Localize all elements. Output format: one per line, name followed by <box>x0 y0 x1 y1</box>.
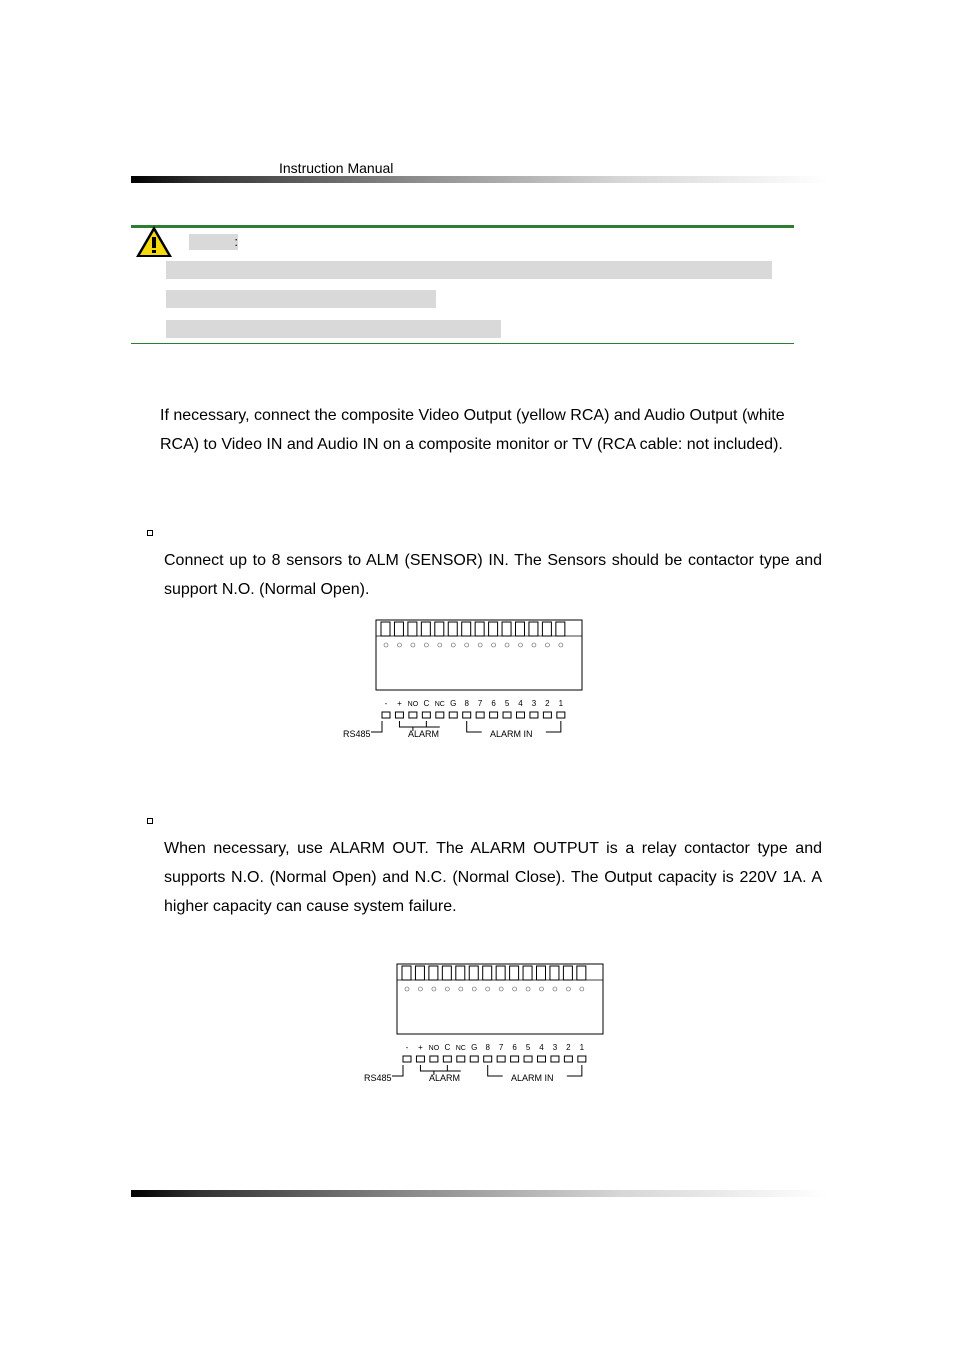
header-divider <box>131 176 828 183</box>
terminal-screw-slot <box>415 966 424 980</box>
pin-pad <box>457 1056 465 1062</box>
pin-pad <box>403 1056 411 1062</box>
terminal-hole <box>545 643 549 647</box>
terminal-screw-slot <box>489 622 498 636</box>
terminal-screw-slot <box>523 966 532 980</box>
terminal-hole <box>540 987 544 991</box>
warning-triangle-icon <box>134 224 174 260</box>
pin-pad <box>470 1056 478 1062</box>
terminal-hole <box>486 987 490 991</box>
alarm-in-label: ALARM IN <box>490 729 533 739</box>
video-audio-paragraph: If necessary, connect the composite Video Output (yellow RCA) and Audio Output (white RCA) to Video IN and Audio IN on a composite monitor or TV (RCA cable: not included). <box>160 407 785 453</box>
pin-label: 2 <box>545 699 550 708</box>
terminal-screw-slot <box>408 622 417 636</box>
terminal-hole <box>513 987 517 991</box>
pin-label: G <box>471 1043 478 1052</box>
bullet-icon <box>147 530 153 536</box>
alarm-label: ALARM <box>408 729 440 739</box>
terminal-screw-slot <box>516 622 525 636</box>
terminal-hole <box>478 643 482 647</box>
pin-label-row <box>406 1043 585 1052</box>
pin-label: C <box>444 1043 451 1052</box>
pin-label: 4 <box>539 1043 544 1052</box>
pin-label: NC <box>455 1045 466 1052</box>
terminal-hole <box>465 643 469 647</box>
terminal-screw-slot <box>510 966 519 980</box>
terminal-hole <box>411 643 415 647</box>
alarm-out-paragraph: When necessary, use ALARM OUT. The ALARM OUTPUT is a relay contactor type and supports N.O. (Normal Open) and N.C. (Normal Close). The Output capacity is 220V 1A. A higher capacity can cause system failure. <box>164 840 822 915</box>
terminal-block-diagram <box>340 617 590 742</box>
pin-pad <box>524 1056 532 1062</box>
pin-label: 4 <box>518 699 523 708</box>
pin-label: 2 <box>566 1043 571 1052</box>
pin-pad <box>436 712 444 718</box>
terminal-screw-slot <box>563 966 572 980</box>
terminal-hole <box>418 987 422 991</box>
pin-label: 7 <box>498 1043 504 1052</box>
terminal-screw-slot <box>469 966 478 980</box>
terminal-hole <box>566 987 570 991</box>
terminal-screw-slot <box>577 966 586 980</box>
bullet-icon <box>147 818 153 824</box>
terminal-screw-slot <box>550 966 559 980</box>
pin-label: + <box>397 699 402 708</box>
terminal-hole <box>438 643 442 647</box>
terminal-screw-slot <box>442 966 451 980</box>
terminal-hole <box>553 987 557 991</box>
pin-pad <box>551 1056 559 1062</box>
terminal-screw-slot <box>429 966 438 980</box>
rs485-bracket <box>392 1065 403 1076</box>
pin-pad <box>395 712 403 718</box>
pin-label: - <box>384 699 388 708</box>
pin-pad <box>503 712 511 718</box>
note-line-redacted <box>166 320 501 338</box>
pin-pad-row <box>382 712 565 718</box>
pin-label: 7 <box>477 699 483 708</box>
pin-label: NO <box>407 701 419 708</box>
rs485-label: RS485 <box>364 1073 392 1083</box>
alarm-in-bracket-right <box>567 1065 582 1076</box>
note-top-rule <box>131 225 794 228</box>
pin-pad <box>449 712 457 718</box>
terminal-screw-slot <box>448 622 457 636</box>
terminal-hole <box>432 987 436 991</box>
terminal-hole <box>492 643 496 647</box>
pin-label: 3 <box>552 1043 558 1052</box>
alarm-in-bracket-left <box>488 1065 503 1076</box>
pin-label: - <box>405 1043 409 1052</box>
terminal-screw-slot <box>421 622 430 636</box>
note-line-redacted <box>166 261 772 279</box>
terminal-screw-slot <box>394 622 403 636</box>
terminal-block-body <box>376 620 582 690</box>
pin-pad <box>463 712 471 718</box>
pin-pad <box>578 1056 586 1062</box>
note-line-redacted <box>166 290 436 308</box>
terminal-hole <box>445 987 449 991</box>
header-title: Instruction Manual <box>279 160 394 176</box>
terminal-hole <box>424 643 428 647</box>
terminal-hole <box>519 643 523 647</box>
alarm-bracket <box>399 721 426 727</box>
pin-pad <box>443 1056 451 1062</box>
terminal-screw-slot <box>556 622 565 636</box>
alarm-bracket <box>420 1065 447 1071</box>
pin-label: 8 <box>485 1043 490 1052</box>
sensor-paragraph: Connect up to 8 sensors to ALM (SENSOR) IN. The Sensors should be contactor type and support N.O. (Normal Open). <box>164 552 822 598</box>
alarm-in-bracket-right <box>546 721 561 732</box>
terminal-hole <box>559 643 563 647</box>
pin-label: 5 <box>525 1043 531 1052</box>
terminal-screw-slot <box>529 622 538 636</box>
pin-pad <box>409 712 417 718</box>
pin-pad <box>382 712 390 718</box>
terminal-screw-slot <box>456 966 465 980</box>
pin-pad-row <box>403 1056 586 1062</box>
pin-pad <box>517 712 525 718</box>
terminal-hole <box>384 643 388 647</box>
terminal-hole <box>532 643 536 647</box>
footer-divider <box>131 1190 828 1197</box>
pin-label: 8 <box>464 699 469 708</box>
terminal-block-body <box>397 964 603 1034</box>
pin-pad <box>511 1056 519 1062</box>
terminal-block-diagram <box>361 961 611 1086</box>
alarm-label: ALARM <box>429 1073 461 1083</box>
pin-pad <box>430 1056 438 1062</box>
pin-pad <box>530 712 538 718</box>
rs485-label: RS485 <box>343 729 371 739</box>
terminal-screw-slot <box>381 622 390 636</box>
alarm-in-label: ALARM IN <box>511 1073 554 1083</box>
pin-label: 1 <box>579 1043 585 1052</box>
pin-pad <box>476 712 484 718</box>
pin-label: NO <box>428 1045 440 1052</box>
pin-pad <box>543 712 551 718</box>
pin-pad <box>484 1056 492 1062</box>
note-label: : <box>189 234 238 250</box>
pin-pad <box>490 712 498 718</box>
terminal-hole <box>397 643 401 647</box>
pin-label: 6 <box>491 699 496 708</box>
terminal-screw-slot <box>537 966 546 980</box>
terminal-screw-slot <box>402 966 411 980</box>
pin-label-row <box>385 699 564 708</box>
pin-label: 6 <box>512 1043 517 1052</box>
terminal-screw-slot <box>502 622 511 636</box>
alarm-in-bracket-left <box>467 721 482 732</box>
terminal-hole <box>505 643 509 647</box>
pin-pad <box>538 1056 546 1062</box>
pin-label: + <box>418 1043 423 1052</box>
pin-pad <box>497 1056 505 1062</box>
terminal-hole <box>580 987 584 991</box>
terminal-hole <box>451 643 455 647</box>
terminal-screw-slot <box>542 622 551 636</box>
pin-label: 5 <box>504 699 510 708</box>
pin-label: 1 <box>558 699 564 708</box>
terminal-screw-slot <box>496 966 505 980</box>
terminal-screw-slot <box>475 622 484 636</box>
terminal-screw-slot <box>483 966 492 980</box>
pin-label: 3 <box>531 699 537 708</box>
pin-label: C <box>423 699 430 708</box>
pin-pad <box>557 712 565 718</box>
terminal-hole <box>472 987 476 991</box>
terminal-hole <box>405 987 409 991</box>
terminal-hole <box>526 987 530 991</box>
pin-label: NC <box>434 701 445 708</box>
rs485-bracket <box>371 721 382 732</box>
terminal-hole <box>459 987 463 991</box>
pin-pad <box>422 712 430 718</box>
terminal-hole <box>499 987 503 991</box>
pin-pad <box>564 1056 572 1062</box>
pin-label: G <box>450 699 457 708</box>
pin-pad <box>416 1056 424 1062</box>
terminal-screw-slot <box>462 622 471 636</box>
terminal-screw-slot <box>435 622 444 636</box>
note-bottom-rule <box>131 343 794 344</box>
